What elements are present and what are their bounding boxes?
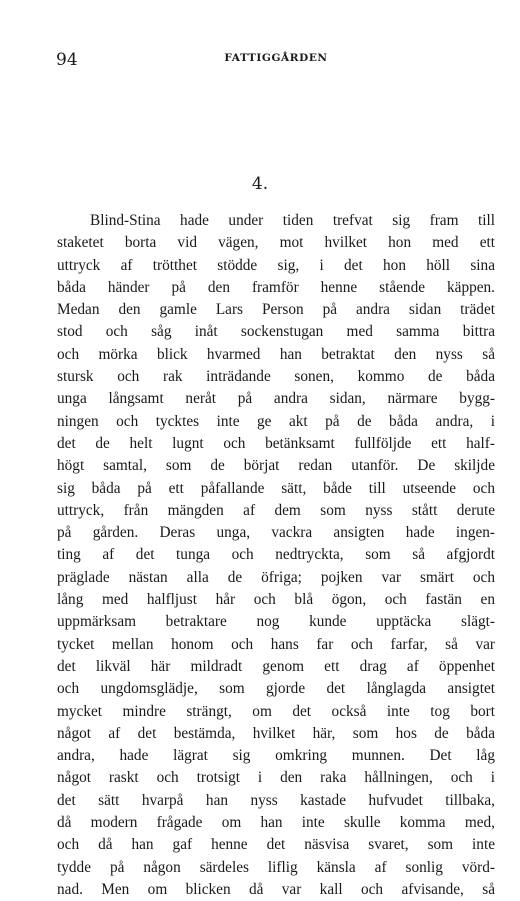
text-line: ningen och tycktes inte ge akt på de båda andra, i (57, 412, 495, 430)
text-line: andra, hade lägrat sig omkring munnen. Det låg (57, 747, 495, 765)
text-line: uppmärksam betraktare nog kunde upptäcka slägt- (57, 613, 495, 631)
page-number: 94 (56, 50, 78, 70)
text-line: det likväl här mildradt genom ett drag af öppenhet (57, 657, 495, 675)
text-line: lång med halfljust hår och blå ögon, och fastän en (57, 591, 495, 609)
chapter-number: 4. (251, 174, 269, 194)
text-line: det sätt hvarpå han nyss kastade hufvudet tillbaka, (57, 791, 495, 809)
text-line: och då han gaf henne det näsvisa svaret, som inte (57, 836, 495, 854)
text-line: stod och såg inåt sockenstugan med samma bittra (57, 323, 495, 341)
running-title: FATTIGGÅRDEN (224, 52, 328, 64)
text-line: då modern frågade om han inte skulle komma med, (57, 814, 495, 832)
text-line: något af det bestämda, hvilket här, som hos de båda (57, 724, 495, 742)
text-line: båda händer på den framför henne stående käppen. (57, 278, 495, 296)
text-line: mycket mindre strängt, om det också inte tog bort (57, 702, 495, 720)
text-line: staketet borta vid vägen, mot hvilket hon med ett (57, 234, 495, 252)
text-line: präglade nästan alla de öfriga; pojken var smärt och (57, 568, 495, 586)
text-line: nad. Men om blicken då var kall och afvisande, så (57, 880, 495, 898)
text-line: uttryck, från mängden af dem som nyss stått derute (57, 501, 495, 519)
text-line: tydde på någon särdeles liflig känsla af sonlig vörd- (57, 858, 495, 876)
text-line: Blind-Stina hade under tiden trefvat sig fram till (90, 212, 495, 229)
text-line: det de helt lugnt och betänksamt fullföljde ett half- (57, 434, 495, 452)
text-line: något raskt och trotsigt i den raka hållningen, och i (57, 769, 495, 787)
text-line: Medan den gamle Lars Person på andra sidan trädet (57, 301, 495, 319)
text-line: och mörka blick hvarmed han betraktat den nyss så (57, 345, 495, 363)
text-line: högt samtal, som de börjat redan utanför. De skiljde (57, 457, 495, 475)
text-line: tycket mellan honom och hans far och farfar, så var (57, 635, 495, 653)
text-line: sig båda på ett påfallande sätt, både till utseende och (57, 479, 495, 497)
text-line: unga långsamt neråt på andra sidan, närmare bygg- (57, 390, 495, 408)
text-line: på gården. Deras unga, vackra ansigten hade ingen- (57, 524, 495, 542)
body-text (57, 210, 495, 901)
text-line: ting af det tunga och nedtryckta, som så afgjordt (57, 546, 495, 564)
page-header (56, 50, 496, 70)
text-line: stursk och rak inträdande sonen, kommo de båda (57, 368, 495, 386)
text-line: och ungdomsglädje, som gjorde det långlagda ansigtet (57, 680, 495, 698)
text-line: uttryck af trötthet stödde sig, i det hon höll sina (57, 256, 495, 274)
